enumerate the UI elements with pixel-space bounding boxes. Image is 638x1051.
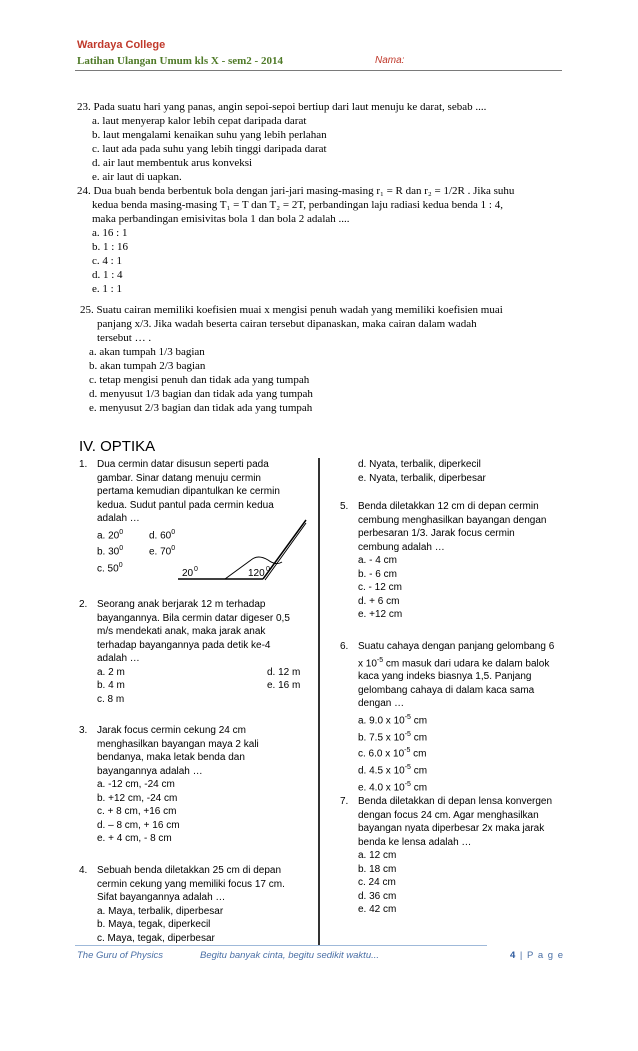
angle-label-1: 20	[182, 568, 194, 579]
option-a: a. - 4 cm	[358, 555, 397, 566]
question-text: adalah …	[97, 653, 140, 664]
question-text: Suatu cahaya dengan panjang gelombang 6	[358, 641, 555, 652]
option-d: d. 12 m	[267, 666, 301, 678]
option-c: c. $50^0$	[97, 562, 123, 575]
option-a: a. 9.0 x $10^{-5}$ cm	[358, 713, 428, 727]
exam-title: Latihan Ulangan Umum kls X - sem2 - 2014	[77, 55, 283, 67]
option-e: e. 4.0 x $10^{-5}$ cm	[358, 781, 428, 794]
option-c: c. + 8 cm, +16 cm	[97, 806, 177, 817]
question-number: 1.	[79, 459, 88, 470]
option-a: a. 2 m	[97, 666, 125, 678]
question-text: Jarak focus cermin cekung 24 cm	[97, 725, 246, 736]
question-24	[77, 184, 514, 296]
footer-motto: Begitu banyak cinta, begitu sedikit waktu...	[200, 950, 380, 961]
question-text: kaca yang indeks biasnya 1,5. Panjang	[358, 671, 532, 683]
option-d: d. – 8 cm, + 16 cm	[97, 819, 180, 831]
question-text: Sebuah benda diletakkan 25 cm di depan	[97, 865, 282, 876]
question-text: terhadap bayangannya pada detik ke-4	[97, 639, 271, 651]
option-c: c. laut ada pada suhu yang lebih tinggi daripada darat	[92, 143, 327, 155]
question-text: 24. Dua buah benda berbentuk bola dengan jari-jari masing-masing r₁ = R dan r₂ = 1/2R . Jika suhu	[77, 185, 515, 197]
option-e: e. 1 : 1	[92, 283, 122, 295]
name-label: Nama:	[375, 55, 405, 66]
option-a: a. $20^0$	[97, 528, 124, 541]
option-d: d. air laut membentuk arus konveksi	[92, 157, 253, 169]
option-b: b. $30^0$	[97, 545, 124, 558]
option-e: e. +12 cm	[358, 609, 403, 620]
question-text-cont: kedua benda masing-masing T₁ = T dan T₂ = 2T, perbandingan laju radiasi kedua benda 1 : 4,	[92, 199, 503, 211]
option-d: d. 4.5 x $10^{-5}$ cm	[358, 764, 428, 777]
angle-label-2-deg: 0	[266, 566, 270, 573]
question-text: cermin cekung yang memiliki focus 17 cm.	[97, 878, 285, 890]
question-text: x $10^{-5}$ cm masuk dari udara ke dalam balok	[358, 656, 550, 669]
option-d: d. menyusut 1/3 bagian dan tidak ada yang tumpah	[89, 388, 313, 400]
question-text: dengan focus 24 cm. Agar menghasilkan	[358, 809, 539, 821]
optics-question-6	[340, 640, 554, 795]
option-b: b. +12 cm, -24 cm	[97, 792, 178, 804]
question-text: cembung adalah …	[358, 541, 445, 553]
angle-label-1-deg: 0	[194, 566, 198, 573]
option-b: b. akan tumpah 2/3 bagian	[89, 360, 206, 372]
section-title: IV. OPTIKA	[79, 438, 156, 455]
option-b: b. - 6 cm	[358, 568, 397, 580]
mirror-diagram	[178, 518, 308, 584]
question-text: bayangan nyata diperbesar 2x maka jarak	[358, 823, 545, 834]
header-divider	[75, 70, 562, 71]
question-text: 25. Suatu cairan memiliki koefisien muai x mengisi penuh wadah yang memiliki koefisien muai	[80, 304, 503, 316]
option-c: c. 24 cm	[358, 877, 396, 888]
option-b: b. Maya, tegak, diperkecil	[97, 919, 211, 930]
option-c: c. 8 m	[97, 693, 125, 705]
option-e: e. Nyata, terbalik, diperbesar	[358, 472, 486, 484]
question-number: 4.	[79, 865, 88, 876]
optics-question-4-continued	[358, 458, 486, 485]
question-number: 6.	[340, 641, 349, 652]
question-text: cembung menghasilkan bayangan dengan	[358, 514, 547, 526]
option-a: a. -12 cm, -24 cm	[97, 779, 175, 790]
question-text: pertama kemudian dipantulkan ke cermin	[97, 486, 280, 497]
question-text-cont: tersebut … .	[97, 332, 152, 344]
option-d: d. + 6 cm	[358, 595, 400, 607]
school-name: Wardaya College	[77, 39, 166, 51]
question-text: adalah …	[97, 513, 140, 524]
question-text-cont: panjang x/3. Jika wadah beserta cairan tersebut dipanaskan, maka cairan dalam wadah	[97, 318, 477, 330]
option-a: a. akan tumpah 1/3 bagian	[89, 346, 205, 358]
optics-question-7	[340, 795, 552, 917]
option-a: a. 12 cm	[358, 850, 397, 861]
option-a: a. Maya, terbalik, diperbesar	[97, 905, 224, 917]
option-b: b. 1 : 16	[92, 241, 129, 253]
optics-question-4	[79, 864, 285, 945]
question-23	[77, 100, 486, 184]
option-e: e. $70^0$	[149, 545, 176, 558]
question-25	[80, 303, 503, 415]
question-text: dengan …	[358, 698, 405, 710]
question-number: 5.	[340, 501, 349, 512]
question-text: 23. Pada suatu hari yang panas, angin sepoi-sepoi bertiup dari laut menuju ke darat, sebab ....	[77, 101, 487, 113]
footer-brand: The Guru of Physics	[77, 950, 164, 961]
option-c: c. 6.0 x $10^{-5}$ cm	[358, 747, 427, 760]
question-text: Benda diletakkan 12 cm di depan cermin	[358, 501, 539, 512]
question-number: 2.	[79, 599, 88, 610]
question-text: gelombang cahaya di dalam kaca sama	[358, 684, 535, 696]
question-text: benda ke lensa adalah …	[358, 836, 472, 848]
question-text: bayangannya. Bila cermin datar digeser 0,5	[97, 612, 290, 624]
question-text: Benda diletakkan di depan lensa konvergen	[358, 796, 553, 807]
option-b: b. 18 cm	[358, 863, 397, 875]
option-d: d. 36 cm	[358, 890, 397, 902]
question-number: 3.	[79, 725, 88, 736]
question-text: gambar. Sinar datang menuju cermin	[97, 472, 261, 484]
option-d: d. Nyata, terbalik, diperkecil	[358, 459, 481, 470]
option-a: a. 16 : 1	[92, 227, 128, 239]
option-c: c. 4 : 1	[92, 255, 122, 267]
optics-question-2	[79, 598, 309, 706]
mirror-2-back	[265, 523, 306, 580]
angle-label-2: 120	[248, 568, 265, 579]
question-text: bendanya, maka letak benda dan	[97, 752, 245, 763]
option-c: c. tetap mengisi penuh dan tidak ada yang tumpah	[89, 374, 310, 386]
optics-question-3	[79, 724, 259, 846]
option-b: b. 4 m	[97, 680, 125, 691]
question-text-cont: maka perbandingan emisivitas bola 1 dan bola 2 adalah ....	[92, 213, 350, 225]
option-e: e. menyusut 2/3 bagian dan tidak ada yang tumpah	[89, 402, 313, 414]
question-text: bayangannya adalah …	[97, 765, 203, 777]
option-a: a. laut menyerap kalor lebih cepat daripada darat	[92, 115, 307, 127]
footer-divider	[75, 945, 487, 946]
option-c: c. Maya, tegak, diperbesar	[97, 932, 215, 944]
optics-question-5	[340, 500, 546, 622]
question-text: kedua. Sudut pantul pada cermin kedua	[97, 499, 274, 511]
option-e: e. 16 m	[267, 680, 301, 691]
option-e: e. air laut di uapkan.	[92, 171, 182, 183]
question-text: Dua cermin datar disusun seperti pada	[97, 459, 269, 470]
question-text: Sifat bayangannya adalah …	[97, 892, 226, 903]
option-d: d. 1 : 4	[92, 269, 123, 281]
question-text: perbesaran 1/3. Jarak focus cermin	[358, 528, 515, 539]
option-e: e. + 4 cm, - 8 cm	[97, 833, 172, 844]
page-number: 4 | P a g e	[510, 950, 564, 961]
column-divider	[318, 458, 320, 946]
question-text: m/s mendekati anak, maka jarak anak	[97, 626, 266, 637]
question-number: 7.	[340, 796, 349, 807]
option-e: e. 42 cm	[358, 904, 397, 915]
option-b: b. laut mengalami kenaikan suhu yang lebih perlahan	[92, 129, 327, 141]
option-d: d. $60^0$	[149, 528, 176, 541]
option-c: c. - 12 cm	[358, 582, 402, 593]
question-text: Seorang anak berjarak 12 m terhadap	[97, 599, 266, 610]
question-text: menghasilkan bayangan maya 2 kali	[97, 738, 259, 750]
option-b: b. 7.5 x $10^{-5}$ cm	[358, 730, 428, 743]
